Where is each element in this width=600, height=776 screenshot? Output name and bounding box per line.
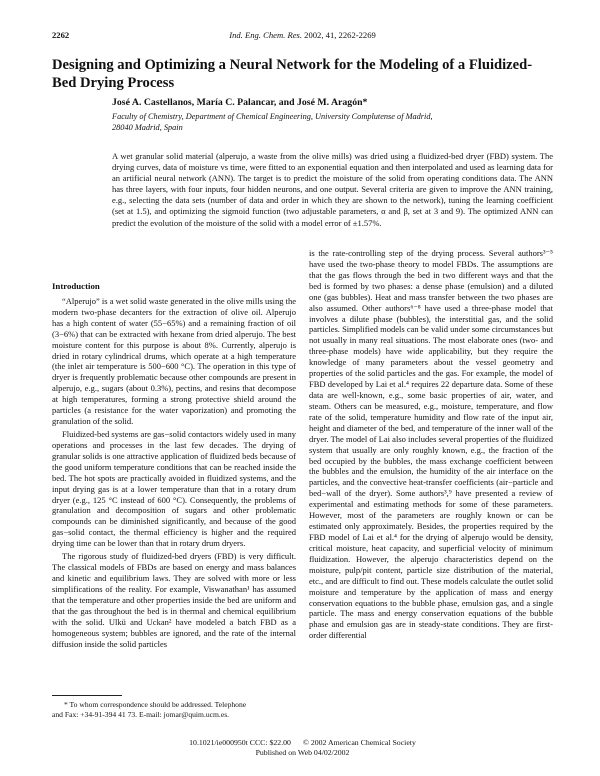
article-affiliation xyxy=(112,111,532,133)
correspondence-footnote xyxy=(52,700,296,720)
section-heading-introduction: Introduction xyxy=(52,281,100,291)
article-authors: José A. Castellanos, María C. Palancar, and José M. Aragón* xyxy=(112,97,368,108)
footnote-line-2: and Fax: +34-91-394 41 73. E-mail: jomar@quim.ucm.es. xyxy=(52,710,230,719)
left-column xyxy=(52,281,296,649)
right-paragraph-1: is the rate-controlling step of the drying process. Several authors³⁻⁵ have used the two-phase theory to model FBDs. The assumptions are that the gas flows through the bed in two different ways and that the bed is formed by two phases: a dense phase (emulsion) and a diluted one (gas bubbles). Heat and mass transfer between the two phases are also assumed. Other authors⁶⁻⁸ have used a three-phase model that involves a dilute phase (bubbles), the interstitial gas, and the solid particles. Simplified models can be valid under some circumstances but not usually in many real situations. The most elaborate ones (two- and three-phase models) have wide applicability, but they require the knowledge of many parameters about the vessel geometry and properties of the solid particles and the gas. For example, the model of FBD developed by Lai et al.⁴ requires 22 departure data. Some of these data are well-known, e.g., some basic properties of air, water, and steam. Others can be measured, e.g., moisture, temperature, and flow rate of the solid, temperature humidity and flow rate of the input air, height and diameter of the bed, and temperature of the inner wall of the dryer. The model of Lai also includes several properties of the fluidized system that usually are only roughly known, e.g., the fraction of the bed occupied by the bubbles, the mass exchange coefficient between the bubbles and the emulsion, the humidity of the air interface on the particles, and the convective heat-transfer coefficients (air−particle and bed−wall of the dryer). Some authors³,⁹ have presented a review of experimental and estimating methods for some of these parameters. However, most of the parameters are roughly known or can be estimated only approximately. Besides, the properties required by the FBD model of Lai et al.⁴ for the drying of alperujo would be density, critical moisture, heat capacity, and superficial velocity of minimum fluidization. However, the alperujo characteristics depend on the moisture, pulp/pit content, particle size distribution of the material, etc., and are difficult to find out. These models calculate the outlet solid moisture and temperature by the application of mass and energy conservation equations to the bubble phase, emulsion gas, and a single particle. The mass and energy conservation equations of the bubble phase and emulsion gas are in steady-state conditions. They are first-order differential xyxy=(309,248,553,641)
journal-year-volume: 2002, 41, xyxy=(304,30,337,40)
footer-published: Published on Web 04/02/2002 xyxy=(255,748,350,757)
journal-page-range: 2262-2269 xyxy=(338,30,376,40)
footer-copyright: © 2002 American Chemical Society xyxy=(302,738,416,747)
right-column xyxy=(309,248,553,641)
page-footer xyxy=(52,738,553,758)
footnote-rule xyxy=(52,695,122,696)
affiliation-line-2: 28040 Madrid, Spain xyxy=(112,123,183,132)
left-paragraph-1: “Alperujo” is a wet solid waste generated in the olive mills using the modern two-phase decanters for the extraction of olive oil. Alperujo has a high content of water (55−65%) and a remaining fraction of oil (3−6%) that can be extracted with hexane from dried alperujo. The best moisture content for this purpose is about 8%. Currently, alperujo is dried in rotary cylindrical drums, which operate at a high temperature (the inlet air temperature is 500−600 °C). The operation in this type of dryer is frequently problematic because other compounds are present in alperujo, e.g., sugars (about 0.3%), pectins, and resins that decompose at high temperatures, forming a strong protective shield around the particles (a resistance for the water vaporization) and promoting the granulation of the solid. xyxy=(52,295,296,427)
journal-name: Ind. Eng. Chem. Res. xyxy=(229,30,302,40)
page-number: 2262 xyxy=(52,30,70,40)
left-paragraph-3: The rigorous study of fluidized-bed dryers (FBD) is very difficult. The classical models of FBDs are based on energy and mass balances and kinetic and equilibrium laws. They are solved with more or less simplifications of the reality. For example, Viswanathan¹ has assumed that the temperature and other properties inside the bed are uniform and that the gas throughout the bed is in thermal and chemical equilibrium with the solid. Ulkü and Uckan² have modeled a batch FBD as a homogeneous system; bubbles are ignored, and the rate of the internal diffusion inside the solid particles xyxy=(52,551,296,649)
article-title: Designing and Optimizing a Neural Network for the Modeling of a Fluidized-Bed Drying Process xyxy=(52,57,533,91)
footer-doi: 10.1021/ie000950t CCC: $22.00 xyxy=(189,738,291,747)
footer-line-1 xyxy=(52,738,553,748)
footnote-line-1 xyxy=(52,700,296,710)
footnote-line-1-text: * To whom correspondence should be addressed. Telephone xyxy=(64,700,247,709)
running-header xyxy=(52,30,553,42)
affiliation-line-1: Faculty of Chemistry, Department of Chemical Engineering, University Complutense of Madrid, xyxy=(112,112,433,121)
journal-citation xyxy=(52,30,553,40)
article-abstract: A wet granular solid material (alperujo, a waste from the olive mills) was dried using a fluidized-bed dryer (FBD) system. The drying curves, data of moisture vs time, were fitted to an exponential equation and then interpolated and used as learning data for an artificial neural network (ANN). The target is to predict the moisture of the solid from operating conditions data. The ANN has three layers, with four inputs, four hidden neurons, and one output. Several criteria are given to improve the ANN training, e.g., selecting the data sets (number of data and order in which they are shown to the network), tuning the learning coefficient (set at 1.5), and optimizing the sigmoid function (two adjustable parameters, α and β, set at 3 and 9). The optimized ANN can predict the evolution of the moisture of the solid with a model error of ±1.57%. xyxy=(112,151,553,228)
left-paragraph-2: Fluidized-bed systems are gas−solid contactors widely used in many operations and processes in the last few decades. The drying of granular solids is one attractive application of fluidized beds because of the good uniform temperature conditions that can be reached inside the bed. The hot spots are practically avoided in fluidized systems, and the input drying gas is at a lower temperature than that in a rotary drum dryer (e.g., 125 °C instead of 600 °C). Consequently, the problems of granulation and decomposition of sugars and other problematic compounds can be diminished significantly, and because of the good gas−solid contact, the thermal efficiency is higher and the required drying time can be lower than that in rotary drum dryers. xyxy=(52,428,296,549)
